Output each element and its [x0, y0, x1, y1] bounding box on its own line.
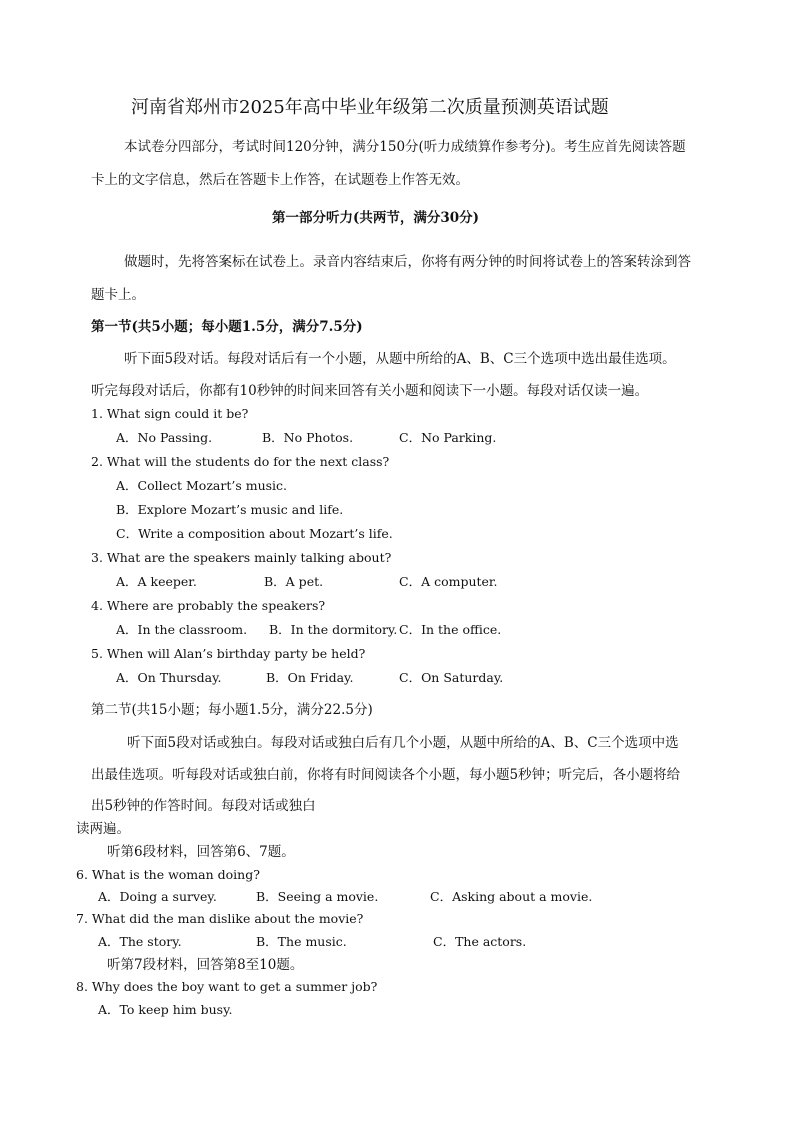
question-2-option-b: B．Explore Mozart’s music and life. — [116, 502, 344, 517]
question-7-option-a: A．The story. — [98, 934, 182, 949]
question-6-option-c: C．Asking about a movie. — [430, 889, 593, 904]
section1-instruction-1: 听下面5段对话。每段对话后有一个小题，从题中所给的A、B、C三个选项中选出最佳选项。 — [124, 351, 676, 367]
question-1-option-c: C．No Parking. — [399, 430, 497, 445]
question-7: 7. What did the man dislike about the movie? — [76, 911, 364, 926]
intro-line-1: 本试卷分四部分，考试时间120分钟，满分150分(听力成绩算作参考分)。考生应首先阅读答题 — [124, 139, 686, 155]
question-5: 5. When will Alan’s birthday party be held? — [91, 646, 366, 661]
intro-line-2: 卡上的文字信息，然后在答题卡上作答，在试题卷上作答无效。 — [91, 172, 469, 188]
question-5-option-c: C．On Saturday. — [399, 670, 504, 685]
section1-instruction-2: 听完每段对话后，你都有10秒钟的时间来回答有关小题和阅读下一小题。每段对话仅读一遍。 — [91, 383, 649, 399]
section2-instruction-1: 听下面5段对话或独白。每段对话或独白后有几个小题，从题中所给的A、B、C三个选项中选 — [127, 735, 679, 751]
question-5-option-a: A．On Thursday. — [116, 670, 222, 685]
material-7-note: 听第7段材料，回答第8至10题。 — [107, 957, 304, 973]
part1-instruction-2: 题卡上。 — [91, 287, 145, 303]
section2-heading: 第二节(共15小题；每小题1.5分，满分22.5分) — [91, 702, 373, 718]
question-4: 4. Where are probably the speakers? — [91, 598, 326, 613]
page-title: 河南省郑州市2025年高中毕业年级第二次质量预测英语试题 — [131, 97, 609, 118]
question-8: 8. Why does the boy want to get a summer job? — [76, 979, 378, 994]
question-6-option-b: B．Seeing a movie. — [256, 889, 379, 904]
section2-instruction-2: 出最佳选项。听每段对话或独白前，你将有时间阅读各个小题，每小题5秒钟；听完后，各小题将给 — [91, 767, 681, 783]
part1-instruction-1: 做题时，先将答案标在试卷上。录音内容结束后，你将有两分钟的时间将试卷上的答案转涂到答 — [124, 254, 691, 270]
question-3: 3. What are the speakers mainly talking about? — [91, 550, 392, 565]
part1-heading: 第一部分听力(共两节，满分30分) — [272, 210, 480, 226]
question-1: 1. What sign could it be? — [91, 406, 249, 421]
question-3-option-b: B．A pet. — [264, 574, 324, 589]
question-5-option-b: B．On Friday. — [266, 670, 354, 685]
question-4-option-c: C．In the office. — [399, 622, 502, 637]
question-6: 6. What is the woman doing? — [76, 867, 260, 882]
question-2: 2. What will the students do for the next class? — [91, 454, 390, 469]
question-2-option-c: C．Write a composition about Mozart’s life. — [116, 526, 393, 541]
question-4-option-a: A．In the classroom. — [116, 622, 248, 637]
material-6-note: 听第6段材料，回答第6、7题。 — [107, 844, 295, 860]
question-3-option-a: A．A keeper. — [116, 574, 197, 589]
question-3-option-c: C．A computer. — [399, 574, 498, 589]
question-4-option-b: B．In the dormitory. — [269, 622, 398, 637]
section2-instruction-3: 出5秒钟的作答时间。每段对话或独白 — [91, 798, 316, 814]
question-7-option-b: B．The music. — [256, 934, 347, 949]
section1-heading: 第一节(共5小题；每小题1.5分，满分7.5分) — [91, 319, 363, 335]
question-1-option-b: B．No Photos. — [262, 430, 354, 445]
question-2-option-a: A．Collect Mozart’s music. — [116, 478, 288, 493]
question-7-option-c: C．The actors. — [433, 934, 527, 949]
question-6-option-a: A．Doing a survey. — [98, 889, 217, 904]
section2-instruction-4: 读两遍。 — [76, 821, 130, 837]
question-8-option-a: A．To keep him busy. — [98, 1002, 233, 1017]
question-1-option-a: A．No Passing. — [116, 430, 213, 445]
